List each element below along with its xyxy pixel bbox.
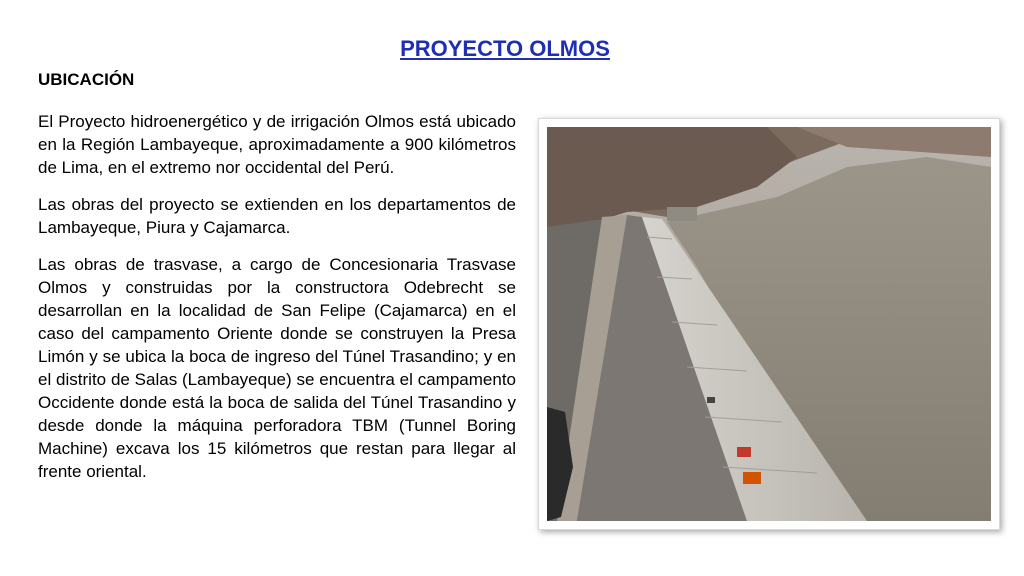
paragraph-departments: Las obras del proyecto se extienden en los departamentos de Lambayeque, Piura y Cajamarca.: [38, 195, 516, 237]
paragraph-works: Las obras de trasvase, a cargo de Concesionaria Trasvase Olmos y construidas por la constructora Odebrecht se desarrollan en la localidad de San Felipe (Cajamarca) en el caso del campamento Oriente donde se construyen la Presa Limón y se ubica la boca de ingreso del Túnel Trasandino; y en el distrito de Salas (Lambayeque) se encuentra el campamento Occidente donde está la boca de salida del Túnel Trasandino y desde donde la máquina perforadora TBM (Tunnel Boring Machine) excava los 15 kilómetros que restan para llegar al frente oriental.: [38, 255, 516, 481]
dam-photo: [547, 127, 991, 521]
page-title: PROYECTO OLMOS: [400, 36, 610, 61]
body-text: [38, 110, 516, 497]
section-subtitle: UBICACIÓN: [38, 70, 135, 89]
dam-illustration: [547, 127, 991, 521]
dam-photo-frame: [538, 118, 1000, 530]
paragraph-location: El Proyecto hidroenergético y de irrigación Olmos está ubicado en la Región Lambayeque, aproximadamente a 900 kilómetros de Lima, en el extremo nor occidental del Perú.: [38, 112, 516, 177]
